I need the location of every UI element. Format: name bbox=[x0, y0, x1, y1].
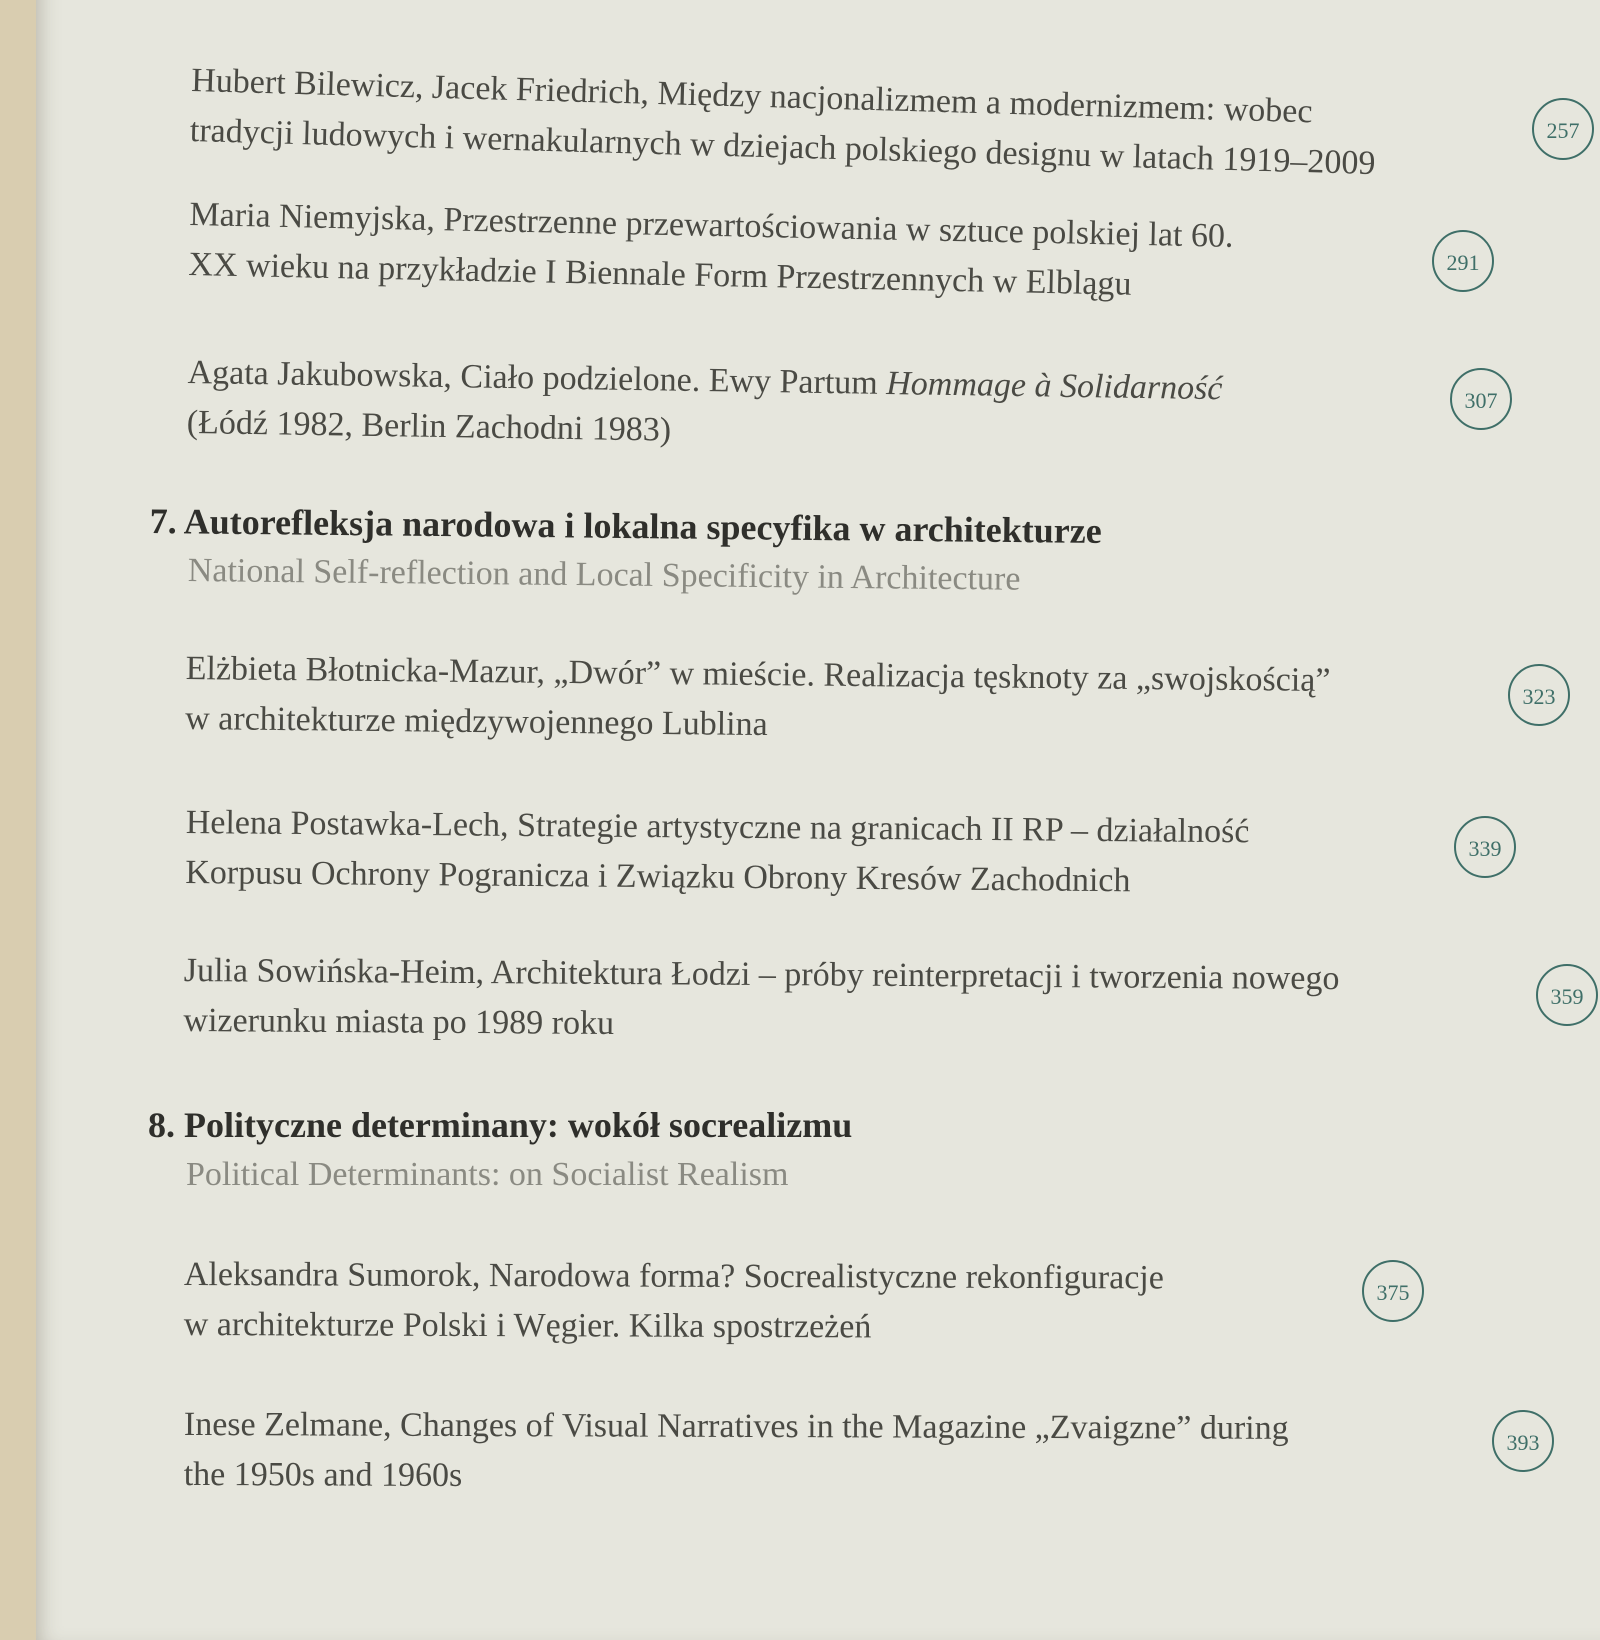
page-number-badge: 393 bbox=[1492, 1410, 1554, 1472]
page-number-badge: 307 bbox=[1450, 368, 1512, 430]
entry-line-2: XX wieku na przykładzie I Biennale Form Przestrzennych w Elblągu bbox=[188, 245, 1132, 303]
entry-line-1: Helena Postawka-Lech, Strategie artystyczne na granicach II RP – działalność bbox=[185, 803, 1250, 851]
entry-line-2: Korpusu Ochrony Pogranicza i Związku Obrony Kresów Zachodnich bbox=[185, 853, 1131, 900]
toc-entry bbox=[184, 1250, 1164, 1353]
page-number-badge: 375 bbox=[1362, 1260, 1424, 1322]
entry-line-1: Maria Niemyjska, Przestrzenne przewartościowania w sztuce polskiej lat 60. bbox=[189, 195, 1234, 255]
toc-entry bbox=[183, 946, 1339, 1054]
section-subtitle: National Self-reflection and Local Specificity in Architecture bbox=[187, 552, 1021, 598]
section-heading: 7. Autorefleksja narodowa i lokalna specyfika w architekturze bbox=[149, 500, 1102, 551]
entry-line-2: w architekturze Polski i Węgier. Kilka spostrzeżeń bbox=[183, 1305, 872, 1346]
entry-line-2: (Łódź 1982, Berlin Zachodni 1983) bbox=[186, 403, 672, 449]
page-number-badge: 291 bbox=[1432, 230, 1494, 292]
toc-entry bbox=[185, 798, 1249, 907]
entry-line-1: Julia Sowińska-Heim, Architektura Łodzi – próby reinterpretacji i tworzenia nowego bbox=[183, 951, 1340, 998]
page-number-badge: 323 bbox=[1508, 664, 1570, 726]
page-number-badge: 339 bbox=[1454, 816, 1516, 878]
entry-line-1: Agata Jakubowska, Ciało podzielone. Ewy Partum Hommage à Solidarność bbox=[187, 353, 1223, 408]
toc-entry bbox=[188, 190, 1234, 312]
page-number-badge: 257 bbox=[1532, 98, 1594, 160]
toc-entry bbox=[189, 56, 1377, 189]
entry-line-1: Aleksandra Sumorok, Narodowa forma? Socrealistyczne rekonfiguracje bbox=[183, 1256, 1164, 1297]
toc-entry bbox=[184, 1400, 1289, 1504]
page-number-badge: 359 bbox=[1536, 964, 1598, 1026]
book-page bbox=[36, 0, 1600, 1640]
entry-line-2: w architekturze międzywojennego Lublina bbox=[185, 699, 768, 744]
entry-line-2: the 1950s and 1960s bbox=[183, 1455, 463, 1494]
entry-line-1: Hubert Bilewicz, Jacek Friedrich, Między nacjonalizmem a modernizmem: wobec bbox=[190, 61, 1313, 131]
toc-entry bbox=[186, 348, 1222, 464]
toc-entry bbox=[185, 644, 1331, 756]
entry-line-1: Elżbieta Błotnicka-Mazur, „Dwór” w mieście. Realizacja tęsknoty za „swojskością” bbox=[185, 649, 1331, 699]
italic-title: Hommage à Solidarność bbox=[885, 364, 1223, 408]
entry-line-1: Inese Zelmane, Changes of Visual Narratives in the Magazine „Zvaigzne” during bbox=[183, 1406, 1289, 1447]
section-subtitle: Political Determinants: on Socialist Realism bbox=[186, 1156, 789, 1193]
section-heading: 8. Polityczne determinany: wokół socrealizmu bbox=[148, 1105, 853, 1145]
entry-line-2: tradycji ludowych i wernakularnych w dziejach polskiego designu w latach 1919–2009 bbox=[189, 111, 1376, 183]
entry-line-2: wizerunku miasta po 1989 roku bbox=[183, 1001, 615, 1043]
